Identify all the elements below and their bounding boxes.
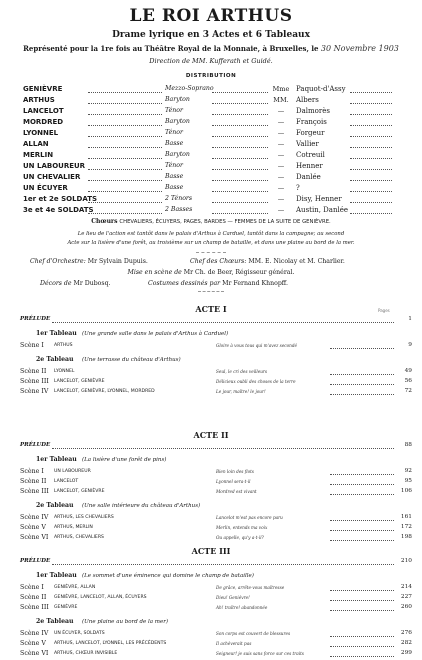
- singer-title: —: [277, 195, 285, 203]
- role-dot-leader: [88, 125, 162, 126]
- page-number: 92: [404, 468, 412, 474]
- scene-characters: LANCELOT, GENIÈVRE, LYONNEL, MORDRED: [54, 388, 155, 394]
- page-number: 198: [400, 534, 412, 540]
- scene-incipit: Lancelot m'est pas encore paru: [216, 515, 283, 520]
- scene-dot-leader: [330, 394, 394, 395]
- scene-characters: LANCELOT, GENIÈVRE: [54, 378, 105, 384]
- role-name: UN ÉCUYER: [23, 184, 68, 192]
- distribution-heading: DISTRIBUTION: [185, 73, 237, 79]
- scene-characters: GENIÈVRE, LANCELOT, ALLAN, ÉCUYERS: [54, 594, 147, 600]
- scene-incipit: Dieu! Geniévre!: [216, 595, 250, 600]
- setting-line-2: Acte sur la lisière d'une forêt, au troisième sur un champ de bataille, et dans une plaine au bord de la mer.: [67, 240, 355, 246]
- voice-dot-leader: [212, 147, 268, 148]
- decors-name: Mr Dubosq.: [73, 280, 111, 287]
- voice-type: Baryton: [165, 151, 190, 158]
- costumes-label: Costumes dessinés par: [148, 280, 221, 287]
- role-dot-leader: [88, 103, 162, 104]
- role-name: 3e et 4e SOLDATS: [23, 206, 94, 214]
- scene-dot-leader: [330, 348, 394, 349]
- scene-incipit: Son corps est couvert de blessures: [216, 631, 291, 636]
- page-number: 276: [400, 630, 412, 636]
- role-name: MORDRED: [23, 118, 64, 126]
- singer-name: Cotreuil: [296, 151, 325, 159]
- scene-dot-leader: [330, 656, 394, 657]
- page-number: 161: [400, 514, 412, 520]
- direction: Direction de MM. Kufferath et Guidé.: [149, 57, 273, 65]
- decors-line: [40, 281, 111, 287]
- chef-choeurs-names: MM. E. Nicolay et M. Charlier.: [248, 258, 345, 265]
- singer-title: —: [277, 118, 285, 126]
- scene-dot-leader: [330, 374, 394, 375]
- tableau-title: 2e Tableau: [36, 502, 74, 509]
- voice-dot-leader: [212, 202, 268, 203]
- page-number: 299: [400, 650, 412, 656]
- scene-number: Scène VI: [20, 534, 49, 541]
- singer-dot-leader: [350, 180, 392, 181]
- singer-name: Paquot-d'Assy: [296, 85, 346, 93]
- scene-incipit: Merlin, entends ma voix: [216, 525, 268, 530]
- scene-dot-leader: [330, 494, 394, 495]
- scene-characters: ARTHUS, CHEVALIERS: [54, 534, 104, 540]
- subtitle: Drame lyrique en 3 Actes et 6 Tableaux: [112, 30, 310, 40]
- scene-dot-leader: [330, 610, 394, 611]
- scene-characters: ARTHUS: [54, 342, 73, 348]
- tableau-description: (Une plaine au bord de la mer): [82, 618, 169, 625]
- page-number: 227: [400, 594, 412, 600]
- chef-label: Chef d'Orchestre:: [30, 258, 86, 265]
- scene-number: Scène VI: [20, 650, 49, 657]
- scene-number: Scène II: [20, 478, 47, 485]
- act-heading: ACTE III: [191, 546, 231, 556]
- singer-dot-leader: [350, 136, 392, 137]
- voice-type: 2 Basses: [165, 206, 193, 213]
- tableau-description: (La lisière d'une forêt de pins): [82, 456, 167, 463]
- scene-dot-leader: [330, 384, 394, 385]
- scene-characters: ARTHUS, LES CHEVALIERS: [54, 514, 114, 520]
- scene-number: Scène V: [20, 524, 46, 531]
- page-number: 210: [400, 558, 412, 564]
- choeurs-line: [0, 219, 422, 225]
- scene-dot-leader: [330, 520, 394, 521]
- role-dot-leader: [88, 114, 162, 115]
- voice-type: Ténor: [165, 129, 183, 136]
- scene-number: Scène IV: [20, 388, 49, 395]
- singer-name: ?: [296, 184, 300, 192]
- tableau-title: 2e Tableau: [36, 356, 74, 363]
- chef-choeurs-line: [190, 259, 345, 265]
- voice-dot-leader: [212, 158, 268, 159]
- scene-incipit: Seigneur! je suis sans force sur ces traits: [216, 651, 304, 656]
- scene-incipit: Mordred est vivant: [216, 489, 257, 494]
- scene-incipit: Lyonnel sera-t-il: [216, 479, 251, 484]
- prelude-label: PRÉLUDE: [20, 558, 51, 564]
- role-dot-leader: [88, 191, 162, 192]
- chef-name: Mr Sylvain Dupuis.: [87, 258, 148, 265]
- scene-dot-leader: [330, 540, 394, 541]
- tableau-description: (Une terrasse du château d'Arthus): [82, 356, 181, 363]
- mise-label: Mise en scène de: [127, 269, 182, 276]
- singer-title: —: [277, 184, 285, 192]
- scene-number: Scène I: [20, 468, 44, 475]
- mise-name: Mr Ch. de Beer, Régisseur général.: [183, 269, 295, 276]
- scene-number: Scène I: [20, 584, 44, 591]
- singer-name: Austin, Danlée: [296, 206, 348, 214]
- mise-en-scene-line: [0, 270, 422, 276]
- chef-orchestre-line: [30, 259, 148, 265]
- scene-characters: ARTHUS, CHŒUR INVISIBLE: [54, 650, 118, 656]
- scene-characters: LANCELOT: [54, 478, 79, 484]
- scene-dot-leader: [330, 484, 394, 485]
- prelude-label: PRÉLUDE: [20, 316, 51, 322]
- singer-title: —: [277, 206, 285, 214]
- scene-incipit: De grâce, arrête-vous maîtresse: [216, 585, 285, 590]
- role-dot-leader: [88, 169, 162, 170]
- singer-dot-leader: [350, 147, 392, 148]
- scene-dot-leader: [330, 590, 394, 591]
- tableau-description: (Une grande salle dans le palais d'Arthus à Carduel): [82, 330, 229, 337]
- setting-line-1: Le lieu de l'action est tantôt dans le palais d'Arthus à Carduel, tantôt dans la campagne; au second: [77, 231, 345, 237]
- tableau-title: 1er Tableau: [36, 572, 77, 579]
- singer-name: Disy, Henner: [296, 195, 342, 203]
- costumes-name: Mr Fernand Khnopff.: [222, 280, 288, 287]
- divider: [198, 291, 224, 292]
- prelude-label: PRÉLUDE: [20, 442, 51, 448]
- scene-incipit: Délicieux oubli des choses de la terre: [216, 379, 296, 384]
- scene-characters: GENIÈVRE, ALLAN: [54, 584, 96, 590]
- scene-number: Scène III: [20, 604, 49, 611]
- scene-dot-leader: [330, 530, 394, 531]
- premiere-line: [0, 45, 422, 53]
- choeurs-label: Chœurs: [91, 218, 118, 225]
- scene-dot-leader: [330, 646, 394, 647]
- singer-title: —: [277, 140, 285, 148]
- tableau-title: 2e Tableau: [36, 618, 74, 625]
- scene-number: Scène II: [20, 368, 47, 375]
- scene-characters: UN ÉCUYER, SOLDATS: [54, 630, 105, 636]
- role-name: ALLAN: [23, 140, 49, 148]
- singer-name: Vallier: [296, 140, 319, 148]
- role-name: LANCELOT: [23, 107, 64, 115]
- chef-choeurs-label: Chef des Chœurs:: [190, 258, 247, 265]
- page-number: 56: [404, 378, 412, 384]
- singer-name: Albers: [296, 96, 319, 104]
- role-name: MERLIN: [23, 151, 54, 159]
- scene-dot-leader: [330, 636, 394, 637]
- scene-characters: LANCELOT, GENIÈVRE: [54, 488, 105, 494]
- role-dot-leader: [88, 158, 162, 159]
- page-number: 172: [400, 524, 412, 530]
- role-name: LYONNEL: [23, 129, 59, 137]
- voice-type: Baryton: [165, 96, 190, 103]
- scene-characters: ARTHUS, LANCELOT, LYONNEL, LES PRÉCÉDENTS: [54, 640, 167, 646]
- scene-number: Scène I: [20, 342, 44, 349]
- voice-dot-leader: [212, 191, 268, 192]
- scene-characters: UN LABOUREUR: [54, 468, 91, 474]
- singer-name: Danlée: [296, 173, 321, 181]
- page-number: 214: [400, 584, 412, 590]
- voice-type: Basse: [165, 184, 184, 191]
- costumes-line: [148, 281, 288, 287]
- voice-dot-leader: [212, 213, 268, 214]
- voice-dot-leader: [212, 103, 268, 104]
- singer-title: Mme: [272, 85, 290, 93]
- decors-label: Décors de: [40, 280, 72, 287]
- singer-dot-leader: [350, 92, 392, 93]
- choeurs-text: CHEVALIERS, ÉCUYERS, PAGES, BARDES — FEMMES DE LA SUITE DE GENIÈVRE.: [119, 219, 331, 225]
- voice-dot-leader: [212, 169, 268, 170]
- role-name: UN LABOUREUR: [23, 162, 86, 170]
- voice-dot-leader: [212, 180, 268, 181]
- singer-dot-leader: [350, 202, 392, 203]
- page-number: 72: [404, 388, 412, 394]
- voice-type: Mezzo-Soprano: [165, 85, 214, 92]
- page-number: 88: [404, 442, 412, 448]
- singer-title: —: [277, 173, 285, 181]
- page-title: LE ROI ARTHUS: [129, 6, 293, 26]
- scene-incipit: Il achèverait pas: [216, 641, 252, 646]
- scene-incipit: Ou appelle, qu'y a-t-il?: [216, 535, 264, 540]
- page-number: 95: [404, 478, 412, 484]
- singer-name: François: [296, 118, 327, 126]
- act-heading: ACTE II: [193, 430, 229, 440]
- singer-dot-leader: [350, 169, 392, 170]
- role-dot-leader: [88, 202, 162, 203]
- scene-dot-leader: [330, 600, 394, 601]
- singer-dot-leader: [350, 125, 392, 126]
- role-dot-leader: [88, 180, 162, 181]
- voice-type: Ténor: [165, 107, 183, 114]
- singer-name: Forgeur: [296, 129, 325, 137]
- voice-type: 2 Ténors: [165, 195, 193, 202]
- role-name: GENIÈVRE: [23, 85, 63, 93]
- role-name: ARTHUS: [23, 96, 55, 104]
- voice-type: Ténor: [165, 162, 183, 169]
- page-number: 9: [408, 342, 412, 348]
- singer-title: —: [277, 162, 285, 170]
- scene-incipit: Bien loin des flots: [216, 469, 254, 474]
- singer-title: —: [277, 129, 285, 137]
- singer-dot-leader: [350, 158, 392, 159]
- scene-number: Scène IV: [20, 630, 49, 637]
- voice-dot-leader: [212, 92, 268, 93]
- scene-incipit: Gloire à vous tous qui m'avez secondé: [216, 343, 298, 348]
- singer-dot-leader: [350, 213, 392, 214]
- scene-incipit: Ah! traître! abandonnée: [216, 605, 268, 610]
- premiere-text: Représenté pour la 1re fois au Théâtre Royal de la Monnaie, à Bruxelles, le: [23, 44, 319, 53]
- tableau-description: (Une salle intérieure du château d'Arthus): [82, 502, 201, 509]
- scene-characters: GENIÈVRE: [54, 604, 78, 610]
- pages-label: Pages: [378, 308, 390, 313]
- role-dot-leader: [88, 213, 162, 214]
- voice-type: Basse: [165, 140, 184, 147]
- role-dot-leader: [88, 136, 162, 137]
- scene-incipit: Seul, le cri des veilleurs: [216, 369, 268, 374]
- role-name: 1er et 2e SOLDATS: [23, 195, 98, 203]
- voice-type: Basse: [165, 173, 184, 180]
- role-dot-leader: [88, 92, 162, 93]
- voice-type: Baryton: [165, 118, 190, 125]
- tableau-title: 1er Tableau: [36, 330, 77, 337]
- page-number: 106: [400, 488, 412, 494]
- scene-number: Scène V: [20, 640, 46, 647]
- act-heading: ACTE I: [195, 304, 227, 314]
- scene-number: Scène III: [20, 488, 49, 495]
- scene-characters: ARTHUS, MERLIN: [54, 524, 93, 530]
- scene-dot-leader: [330, 474, 394, 475]
- singer-dot-leader: [350, 103, 392, 104]
- premiere-date: 30 Novembre 1903: [320, 44, 399, 53]
- scene-number: Scène III: [20, 378, 49, 385]
- singer-dot-leader: [350, 114, 392, 115]
- voice-dot-leader: [212, 125, 268, 126]
- divider: [196, 252, 226, 253]
- scene-number: Scène IV: [20, 514, 49, 521]
- prelude-dot-leader: [52, 322, 394, 323]
- prelude-dot-leader: [52, 564, 394, 565]
- singer-title: —: [277, 151, 285, 159]
- singer-name: Henner: [296, 162, 323, 170]
- scene-incipit: Le jour, maître! le jour!: [216, 389, 266, 394]
- page-number: 282: [400, 640, 412, 646]
- prelude-dot-leader: [52, 448, 394, 449]
- role-dot-leader: [88, 147, 162, 148]
- singer-dot-leader: [350, 191, 392, 192]
- role-name: UN CHEVALIER: [23, 173, 81, 181]
- singer-title: MM.: [273, 96, 289, 104]
- voice-dot-leader: [212, 136, 268, 137]
- page-number: 1: [408, 316, 412, 322]
- tableau-description: (Le sommet d'une éminence qui domine le champ de bataille): [82, 572, 254, 579]
- singer-title: —: [277, 107, 285, 115]
- singer-name: Dalmorès: [296, 107, 330, 115]
- page-number: 49: [404, 368, 412, 374]
- voice-dot-leader: [212, 114, 268, 115]
- scene-number: Scène II: [20, 594, 47, 601]
- page-number: 260: [400, 604, 412, 610]
- scene-characters: LYONNEL: [54, 368, 75, 374]
- tableau-title: 1er Tableau: [36, 456, 77, 463]
